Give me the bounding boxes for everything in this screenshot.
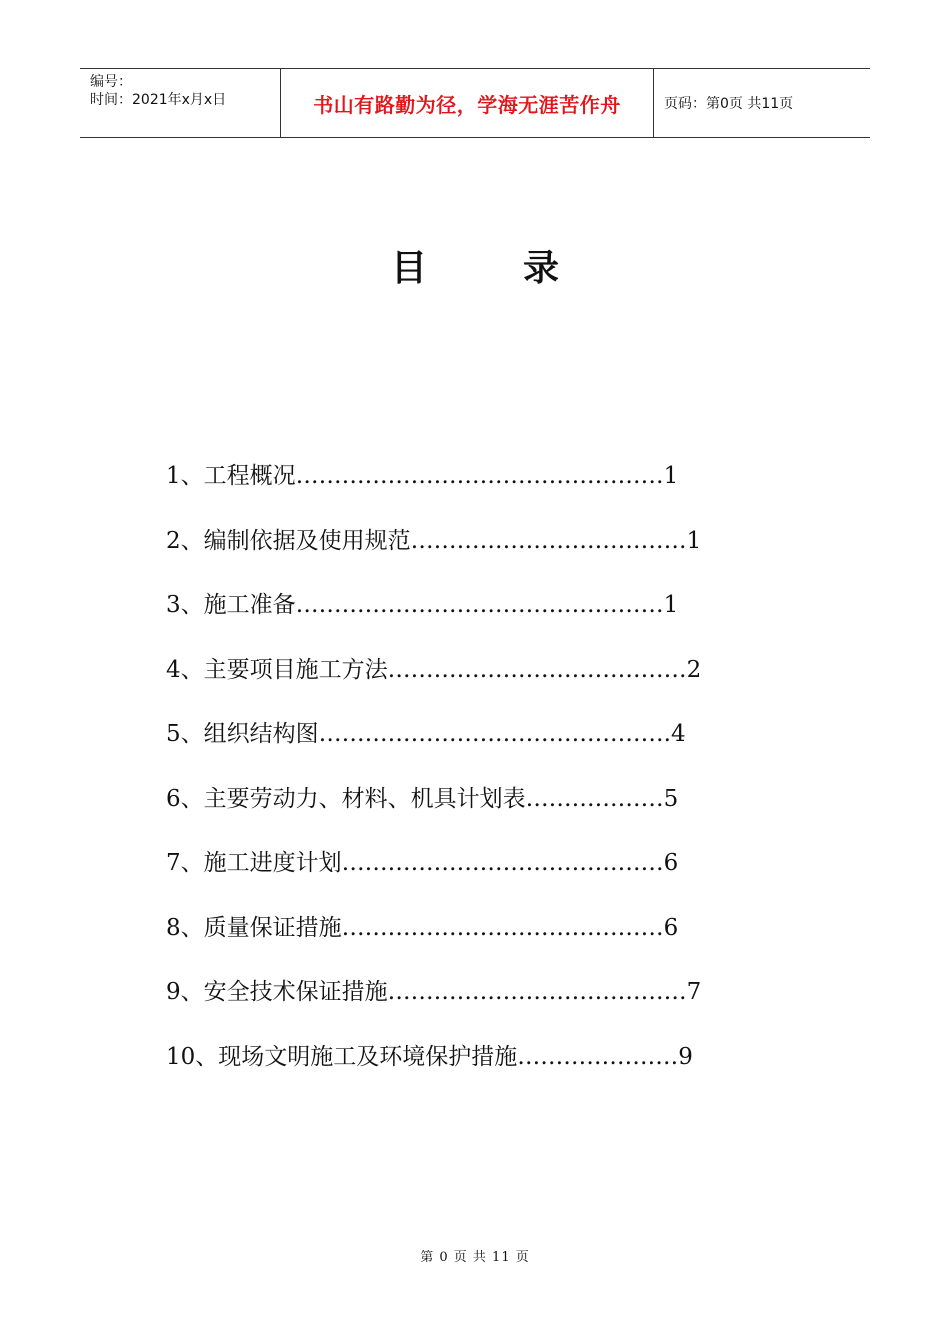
toc-entry[interactable]: 2、编制依据及使用规范………………………………1	[166, 527, 702, 554]
header-meta-cell	[80, 69, 281, 137]
table-of-contents	[166, 454, 766, 1099]
header-page-info: 页码：第0页 共11页	[664, 96, 794, 112]
toc-entry[interactable]: 9、安全技术保证措施…………………………………7	[166, 979, 702, 1005]
toc-entry[interactable]: 3、施工准备…………………………………………1	[166, 592, 679, 618]
title-char-2: 录	[523, 248, 560, 289]
page-header	[80, 68, 870, 138]
title-char-1: 目	[390, 248, 427, 289]
toc-entry[interactable]: 1、工程概况…………………………………………1	[166, 463, 679, 489]
header-motto: 书山有路勤为径，学海无涯苦作舟	[281, 69, 654, 137]
page-title	[0, 240, 950, 291]
toc-entry[interactable]: 4、主要项目施工方法…………………………………2	[166, 656, 702, 683]
toc-entry[interactable]: 8、质量保证措施……………………………………6	[166, 914, 679, 941]
toc-entry[interactable]: 10、现场文明施工及环境保护措施…………………9	[166, 1043, 693, 1070]
document-number-label: 编号：	[90, 74, 132, 90]
document-time-label: 时间：2021年x月x日	[90, 92, 227, 108]
toc-entry[interactable]: 7、施工进度计划……………………………………6	[166, 850, 679, 876]
toc-entry[interactable]: 5、组织结构图……………………………………….4	[166, 721, 686, 747]
toc-entry[interactable]: 6、主要劳动力、材料、机具计划表………………5	[166, 785, 679, 812]
page-footer: 第 0 页 共 11 页	[420, 1250, 530, 1265]
